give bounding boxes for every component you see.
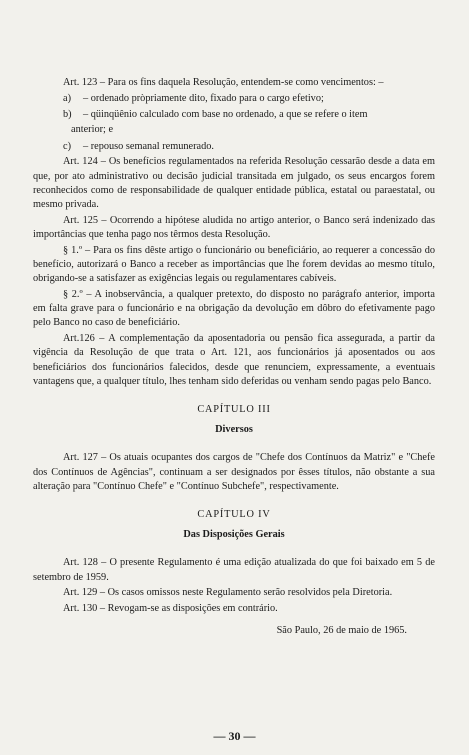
- article-125-paragraph-1: § 1.º – Para os fins dêste artigo o funcionário ou beneficiário, ao requerer a concessão do benefício, autorizará o Banco a receber as importâncias que lhe forem devidas ao mesmo título, obrigando-se a satisfazer as exigências legais ou regulamentares cabíveis.: [33, 244, 435, 285]
- article-127: Art. 127 – Os atuais ocupantes dos cargos de "Chefe dos Contínuos da Matriz" e "Chefe dos Contínuos de Agências", continuam a ser designados por êsses títulos, não obstante a sua alteração para "Contínuo Chefe" e "Contínuo Subchefe", respectivamente.: [33, 452, 435, 492]
- article-123-item-b: [63, 108, 435, 122]
- chapter-3-section-title: Diversos: [215, 424, 253, 436]
- article-125: Art. 125 – Ocorrendo a hipótese aludida no artigo anterior, o Banco será indenizado das importâncias que tenha pago nos têrmos desta Resolução.: [33, 214, 435, 240]
- item-text: – qüinqüênio calculado com base no ordenado, a que se refere o item: [83, 108, 368, 120]
- item-label: a): [63, 92, 71, 104]
- item-label: b): [63, 108, 72, 120]
- article-123-item-b-continuation: anterior; e: [71, 124, 114, 136]
- signature-date: São Paulo, 26 de maio de 1965.: [276, 625, 407, 637]
- article-123-item-c: [63, 140, 435, 154]
- article-130: Art. 130 – Revogam-se as disposições em contrário.: [63, 603, 278, 615]
- article-129: Art. 129 – Os casos omissos neste Regulamento serão resolvidos pela Diretoria.: [63, 587, 393, 599]
- article-124: Art. 124 – Os benefícios regulamentados na referida Resolução cessarão desde a data em que, por ato administrativo ou decisão judicial transitada em julgado, os seus encargos forem reconhecidos como de responsabilidade de qualquer entidade pública, estatal ou paraestatal, ou mesmo privada.: [33, 156, 435, 210]
- article-128: Art. 128 – O presente Regulamento é uma edição atualizada do que foi baixado em 5 de setembro de 1959.: [33, 557, 435, 583]
- chapter-4-heading: CAPÍTULO IV: [197, 509, 271, 521]
- article-123-item-a: [63, 92, 435, 106]
- item-text: – repouso semanal remunerado.: [83, 140, 214, 152]
- page-number: — 30 —: [213, 729, 256, 743]
- article-125-paragraph-2: § 2.º – A inobservância, a qualquer pretexto, do disposto no parágrafo anterior, importa em falta grave para o funcionário e na obrigação da devolução em dôbro do efetivamente pago pelo Banco no caso de beneficiário.: [33, 289, 435, 329]
- item-text: – ordenado pròpriamente dito, fixado para o cargo efetivo;: [83, 92, 324, 104]
- chapter-4-section-title: Das Disposições Gerais: [183, 529, 285, 541]
- article-123-intro: Art. 123 – Para os fins daquela Resolução, entendem-se como vencimentos: –: [63, 77, 384, 88]
- item-label: c): [63, 140, 71, 152]
- chapter-3-heading: CAPÍTULO III: [197, 404, 271, 416]
- article-126: Art.126 – A complementação da aposentadoria ou pensão fica assegurada, a partir da vigência da Resolução de que trata o Art. 121, aos funcionários já aposentados ou aos beneficiários dos funcionários falecidos, desde que renunciem, expressamente, a eventuais vantagens que, a qualquer título, lhes tenham sido deferidas ou venham sendo pagas pelo Banco.: [33, 333, 435, 387]
